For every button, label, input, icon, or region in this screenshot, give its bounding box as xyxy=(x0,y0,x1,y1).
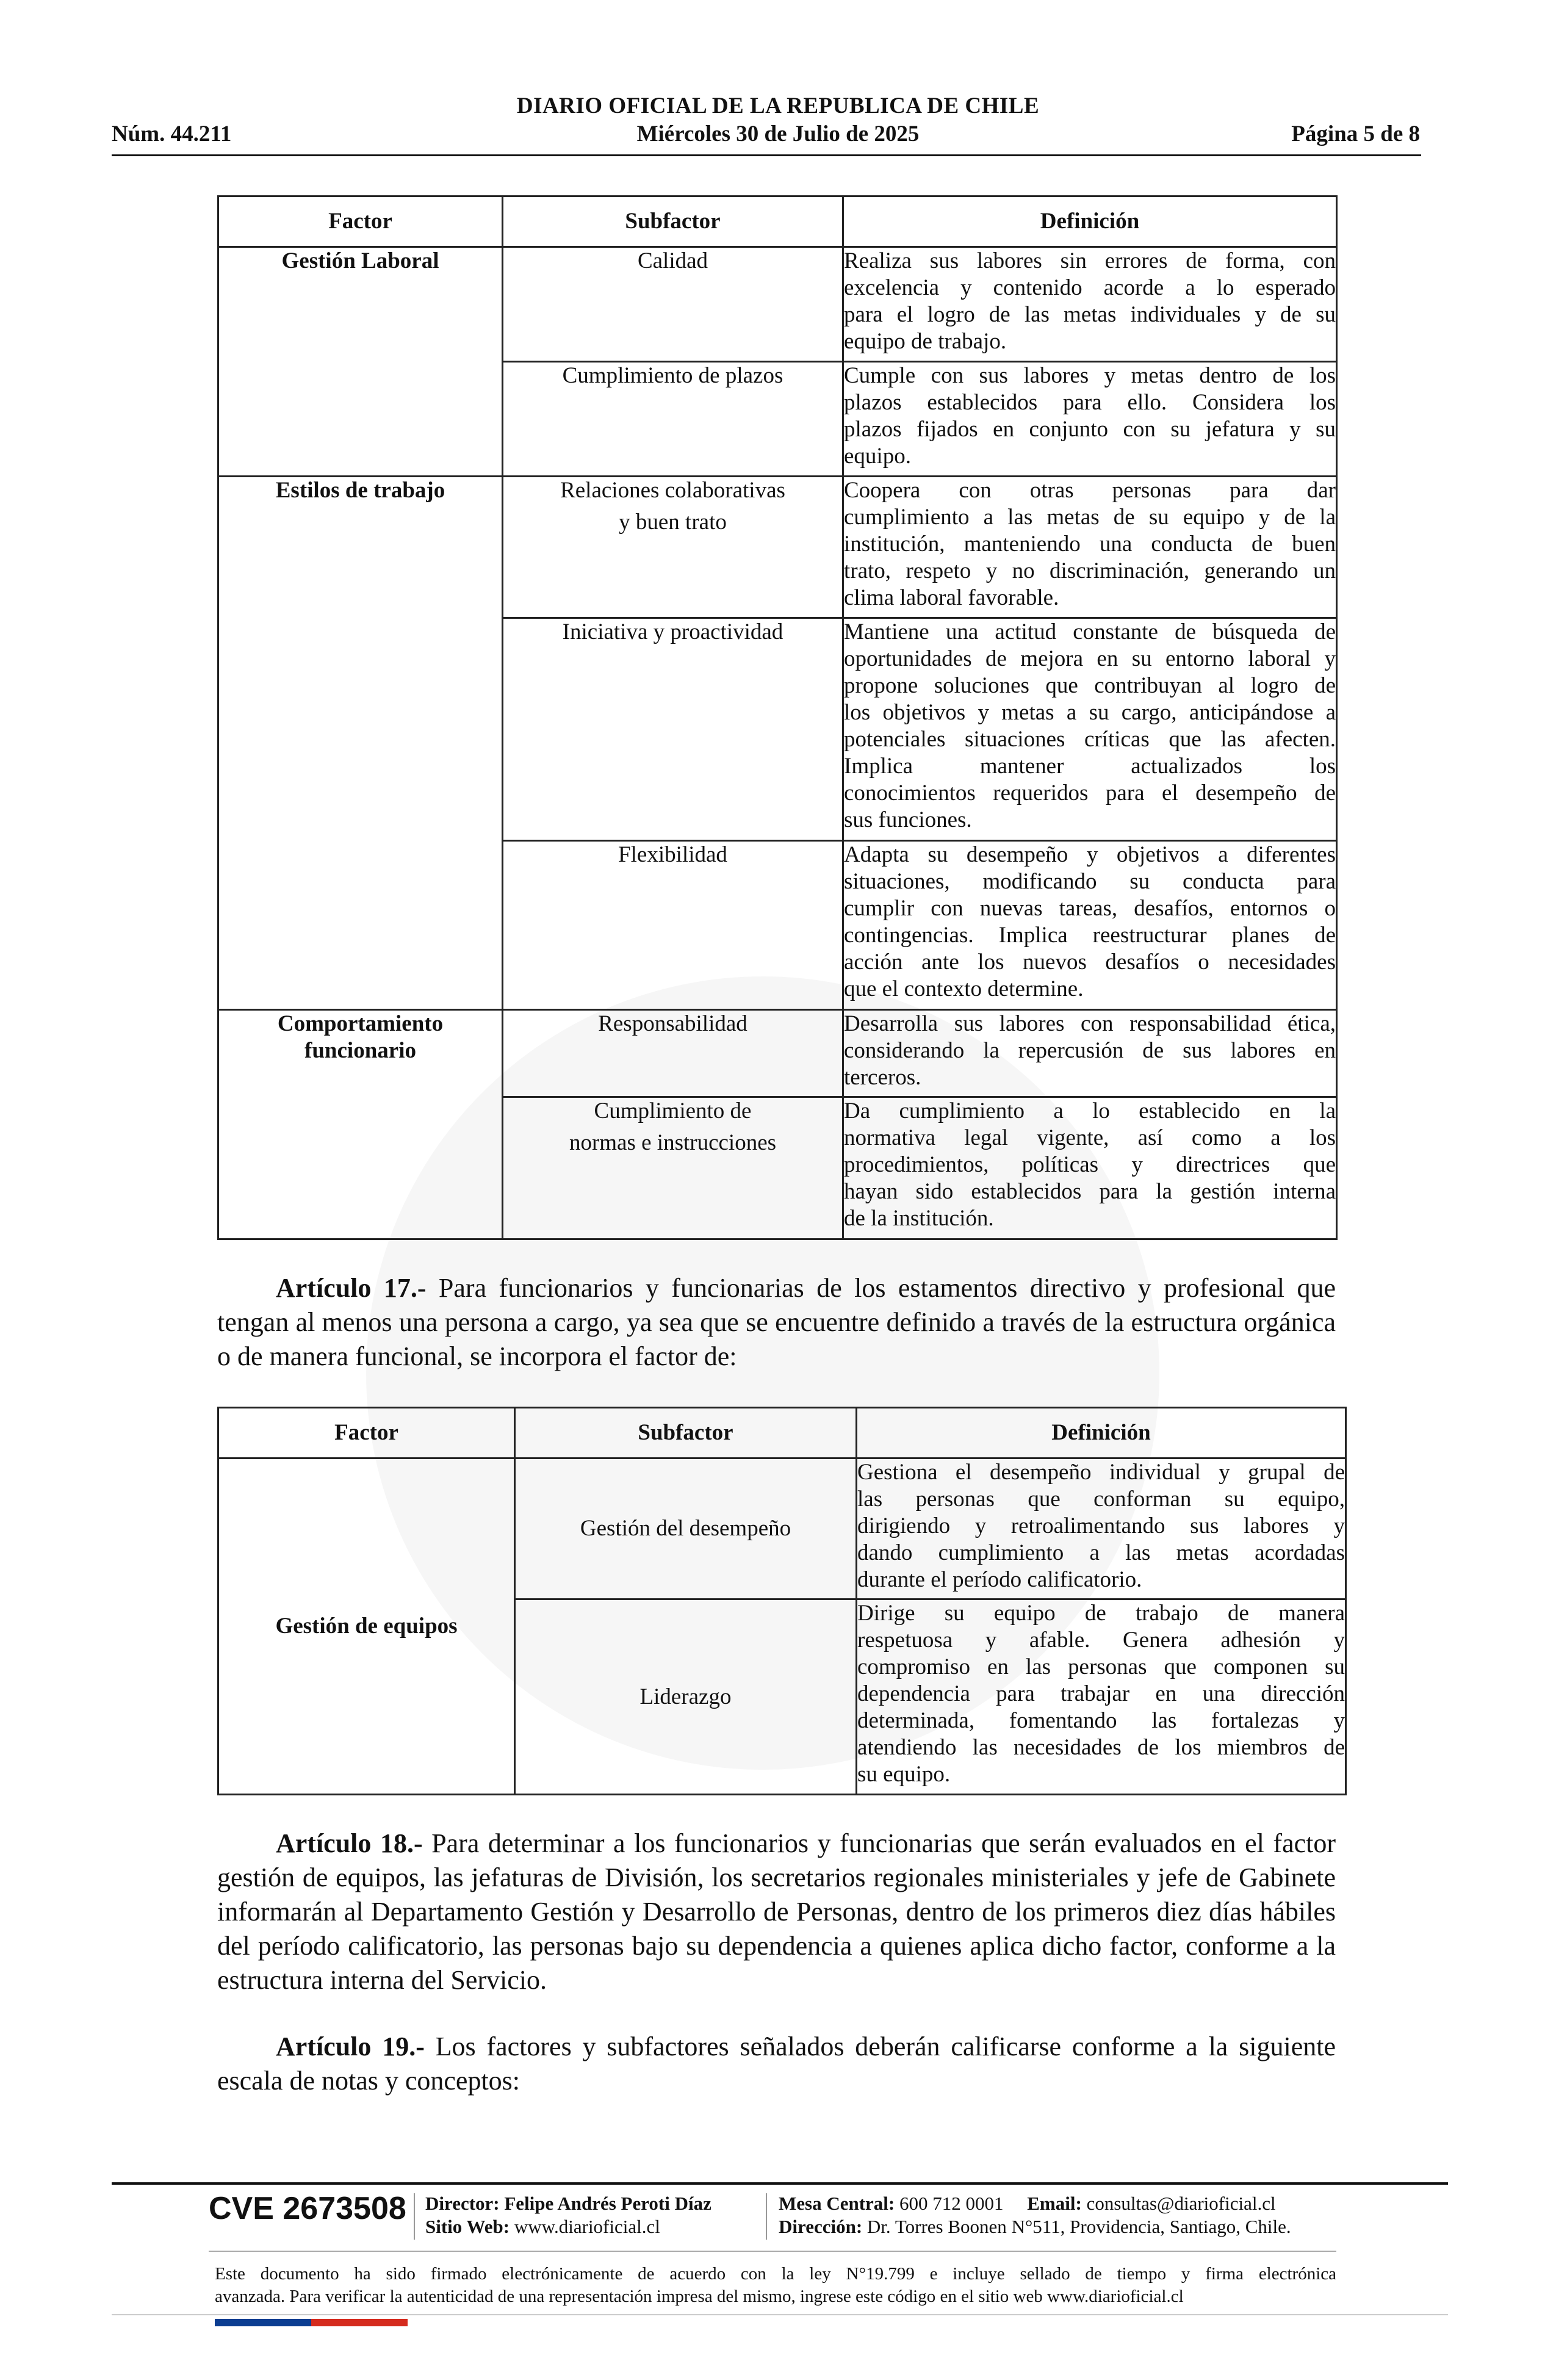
table-row xyxy=(218,1459,1346,1599)
article-17 xyxy=(217,1271,1336,1374)
factor-cell: Gestión de equipos xyxy=(218,1459,515,1795)
article-19-label: Artículo 19.- xyxy=(276,2032,425,2061)
article-19 xyxy=(217,2030,1336,2098)
column-header-definition: Definición xyxy=(843,197,1337,247)
article-18-text: Para determinar a los funcionarios y funcionarias que serán evaluados en el factor gestión de equipos, las jefaturas de División, los secretarios regionales ministeriales y jefe de Gabinete informarán al Departamento Gestión y Desarrollo de Personas, dentro de los primeros diez días hábiles del período calificatorio, las personas bajo su dependencia a quienes aplica dicho factor, conforme a la estructura interna del Servicio. xyxy=(217,1828,1336,1995)
factor-cell: Comportamiento funcionario xyxy=(218,1010,503,1239)
subfactor-cell: Iniciativa y proactividad xyxy=(503,618,843,841)
table-header-row xyxy=(218,1408,1346,1459)
article-17-text: Para funcionarios y funcionarias de los estamentos directivo y profesional que tengan al menos una persona a cargo, ya sea que se encuentre definido a través de la estructura orgánica o de manera funcional, se incorpora el factor de: xyxy=(217,1273,1336,1371)
table-row xyxy=(218,1010,1337,1097)
address: Dr. Torres Boonen N°511, Providencia, Santiago, Chile. xyxy=(866,2216,1291,2237)
team-management-table xyxy=(217,1407,1347,1795)
article-19-text: Los factores y subfactores señalados deberán calificarse conforme a la siguiente escala de notas y conceptos: xyxy=(217,2032,1336,2096)
definition-cell: Adapta su desempeño y objetivos a diferentes situaciones, modificando su conducta para cumplir con nuevas tareas, desafíos, entornos o contingencias. Implica reestructurar planes de acción ante los nuevos desafíos o necesidades que el contexto determine. xyxy=(843,841,1337,1010)
footer-rule xyxy=(112,2182,1448,2185)
subfactor-cell: Flexibilidad xyxy=(503,841,843,1010)
definition-cell: Realiza sus labores sin errores de forma, con excelencia y contenido acorde a lo esperado para el logro de las metas individuales y de su equipo de trabajo. xyxy=(843,247,1337,362)
footer-bottom-rule xyxy=(112,2314,1448,2315)
subfactor-cell: Responsabilidad xyxy=(503,1010,843,1097)
subfactor-cell: Calidad xyxy=(503,247,843,362)
column-header-definition: Definición xyxy=(857,1408,1346,1459)
journal-title: DIARIO OFICIAL DE LA REPUBLICA DE CHILE xyxy=(516,93,1040,118)
footer-divider xyxy=(209,2251,1336,2252)
subfactor-cell: Relaciones colaborativas y buen trato xyxy=(503,477,843,618)
phone-number: 600 712 0001 xyxy=(899,2193,1004,2214)
definition-cell: Da cumplimiento a lo establecido en la normativa legal vigente, así como a los procedimientos, políticas y directrices que hayan sido establecidos para la gestión interna de la institución. xyxy=(843,1097,1337,1239)
cve-code: CVE 2673508 xyxy=(209,2191,406,2226)
subfactor-cell: Cumplimiento de plazos xyxy=(503,362,843,477)
article-17-label: Artículo 17.- xyxy=(276,1273,427,1303)
website-link[interactable]: www.diarioficial.cl xyxy=(514,2216,660,2237)
page-number: Página 5 de 8 xyxy=(1291,121,1420,146)
table-header-row xyxy=(218,197,1337,247)
factors-table xyxy=(217,195,1338,1240)
header-rule xyxy=(112,154,1421,156)
verification-note: Este documento ha sido firmado electrónicamente de acuerdo con la ley N°19.799 e incluye sellado de tiempo y firma electrónica avanzada. Para verificar la autenticidad de una representación impresa del mismo, ingrese este código en el sitio web www.diarioficial.cl xyxy=(215,2264,1336,2306)
footer-separator xyxy=(414,2193,415,2240)
definition-cell: Cumple con sus labores y metas dentro de los plazos establecidos para ello. Considera los plazos fijados en conjunto con su jefatura y su equipo. xyxy=(843,362,1337,477)
issue-number: Núm. 44.211 xyxy=(112,121,232,146)
column-header-subfactor: Subfactor xyxy=(515,1408,857,1459)
table-row xyxy=(218,477,1337,618)
column-header-subfactor: Subfactor xyxy=(503,197,843,247)
factor-cell: Estilos de trabajo xyxy=(218,477,503,1010)
article-18 xyxy=(217,1826,1336,1997)
contact-info: Mesa Central: 600 712 0001 Email: consultas@diarioficial.cl Dirección: Dr. Torres Boonen N°511, Providencia, Santiago, Chile. xyxy=(779,2193,1291,2237)
subfactor-cell: Cumplimiento de normas e instrucciones xyxy=(503,1097,843,1239)
definition-cell: Mantiene una actitud constante de búsqueda de oportunidades de mejora en su entorno laboral y propone soluciones que contribuyan al logro de los objetivos y metas a su cargo, anticipándose a potenciales situaciones críticas que las afecten. Implica mantener actualizados los conocimientos requeridos para el desempeño de sus funciones. xyxy=(843,618,1337,841)
column-header-factor: Factor xyxy=(218,1408,515,1459)
subfactor-cell: Liderazgo xyxy=(515,1599,857,1795)
factor-cell: Gestión Laboral xyxy=(218,247,503,477)
definition-cell: Dirige su equipo de trabajo de manera respetuosa y afable. Genera adhesión y compromiso en las personas que componen su dependencia para trabajar en una dirección determinada, fomentando las fortalezas y atendiendo las necesidades de los miembros de su equipo. xyxy=(857,1599,1346,1795)
definition-cell: Desarrolla sus labores con responsabilidad ética, considerando la repercusión de sus labores en terceros. xyxy=(843,1010,1337,1097)
flag-stripe-blue xyxy=(215,2319,311,2326)
column-header-factor: Factor xyxy=(218,197,503,247)
subfactor-cell: Gestión del desempeño xyxy=(515,1459,857,1599)
flag-stripe-red xyxy=(311,2319,408,2326)
table-row xyxy=(218,247,1337,362)
footer-separator xyxy=(766,2193,767,2240)
director-info: Director: Felipe Andrés Peroti Díaz Sitio Web: www.diarioficial.cl xyxy=(425,2193,711,2237)
issue-date: Miércoles 30 de Julio de 2025 xyxy=(636,121,920,146)
definition-cell: Gestiona el desempeño individual y grupal de las personas que conforman su equipo, dirigiendo y retroalimentando sus labores y dando cumplimiento a las metas acordadas durante el período calificatorio. xyxy=(857,1459,1346,1599)
definition-cell: Coopera con otras personas para dar cumplimiento a las metas de su equipo y de la institución, manteniendo una conducta de buen trato, respeto y no discriminación, generando un clima laboral favorable. xyxy=(843,477,1337,618)
email-link[interactable]: consultas@diarioficial.cl xyxy=(1086,2193,1276,2214)
article-18-label: Artículo 18.- xyxy=(276,1828,423,1858)
director-name: Felipe Andrés Peroti Díaz xyxy=(504,2193,711,2214)
